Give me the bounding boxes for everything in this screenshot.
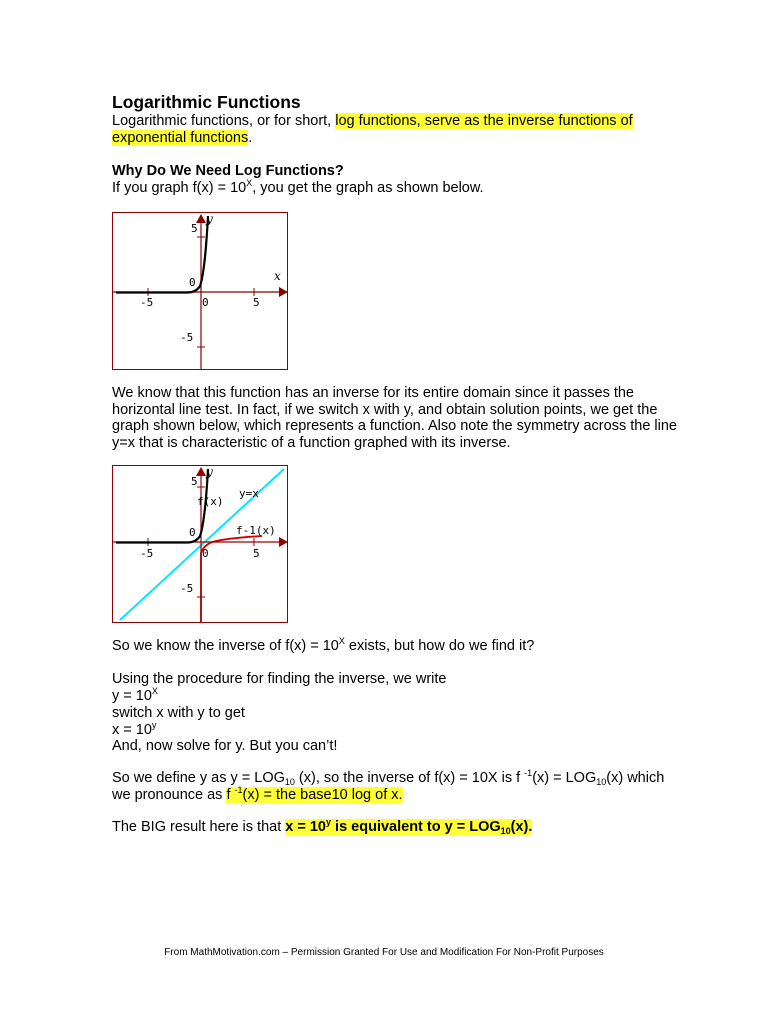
footer: From MathMotivation.com – Permission Granted For Use and Modification For Non-Profit Purposes: [164, 947, 604, 958]
intro-highlight-2: exponential functions: [112, 130, 249, 146]
para2-line-2: horizontal line test. In fact, if we switch x with y, and obtain solution points, we get the: [112, 402, 658, 418]
big-result: The BIG result here is that $x = 10^y$ is equivalent to $y = LOG_{10}(x)$.: [112, 817, 533, 836]
tick-label: 5: [253, 547, 260, 560]
procedure-line-3: switch x with y to get: [112, 705, 245, 721]
define-line-1: So we define y as $y = LOG_{10}$ (x), so the inverse of f(x) = 10X is f $^{-1}(x) = LOG_{10}(x)$ which: [112, 768, 665, 787]
y-axis-label: y: [206, 465, 213, 479]
procedure-line-1: Using the procedure for finding the inverse, we write: [112, 671, 447, 687]
curve-label-finv: f-1(x): [236, 524, 276, 537]
para2-line-4: y=x that is characteristic of a function graphed with its inverse.: [112, 435, 511, 451]
procedure-line-5: And, now solve for y. But you can’t!: [112, 738, 338, 754]
curve-label-fx: f(x): [197, 495, 224, 508]
define-highlight: f $^{-1}$(x) = the base10 log of x.: [226, 785, 403, 803]
intro-line-2: exponential functions.: [112, 130, 253, 146]
define-line-2: we pronounce as f $^{-1}$(x) = the base10 log of x.: [112, 785, 403, 803]
curve-label-yx: y=x: [239, 487, 259, 500]
para2-line-1: We know that this function has an inverse for its entire domain since it passes the: [112, 385, 634, 401]
tick-label: 0: [202, 547, 209, 560]
tick-label: 5: [191, 475, 198, 488]
intro-line-1: Logarithmic functions, or for short, log functions, serve as the inverse functions of: [112, 113, 633, 129]
para2-line-3: graph shown below, which represents a function. Also note the symmetry across the line: [112, 418, 677, 434]
tick-label: -5: [140, 296, 154, 309]
inverse-graph: [112, 465, 288, 623]
graph-intro-text: If you graph $f(x) = 10^X$, you get the graph as shown below.: [112, 178, 484, 196]
tick-label: -5: [140, 547, 154, 560]
para3: So we know the inverse of $f(x) = 10^X$ exists, but how do we find it?: [112, 636, 535, 654]
tick-label: 0: [189, 276, 196, 289]
result-highlight: $x = 10^y$ is equivalent to $y = LOG_{10}(x)$.: [285, 817, 533, 836]
graph-frame: [113, 213, 288, 370]
procedure-line-2: $y = 10^X$: [112, 686, 158, 704]
tick-label: -5: [180, 582, 194, 595]
x-axis-label: x: [274, 269, 281, 283]
y-axis-label: y: [206, 212, 213, 226]
page-title: Logarithmic Functions: [112, 92, 301, 112]
tick-label: 0: [189, 526, 196, 539]
section-heading: Why Do We Need Log Functions?: [112, 163, 344, 179]
tick-label: 5: [253, 296, 260, 309]
tick-label: 0: [202, 296, 209, 309]
intro-highlight-1: log functions, serve as the inverse functions of: [335, 113, 633, 129]
procedure-line-4: $x = 10^y$: [112, 720, 157, 738]
tick-label: -5: [180, 331, 194, 344]
exponential-graph: [112, 212, 288, 370]
tick-label: 5: [191, 222, 198, 235]
